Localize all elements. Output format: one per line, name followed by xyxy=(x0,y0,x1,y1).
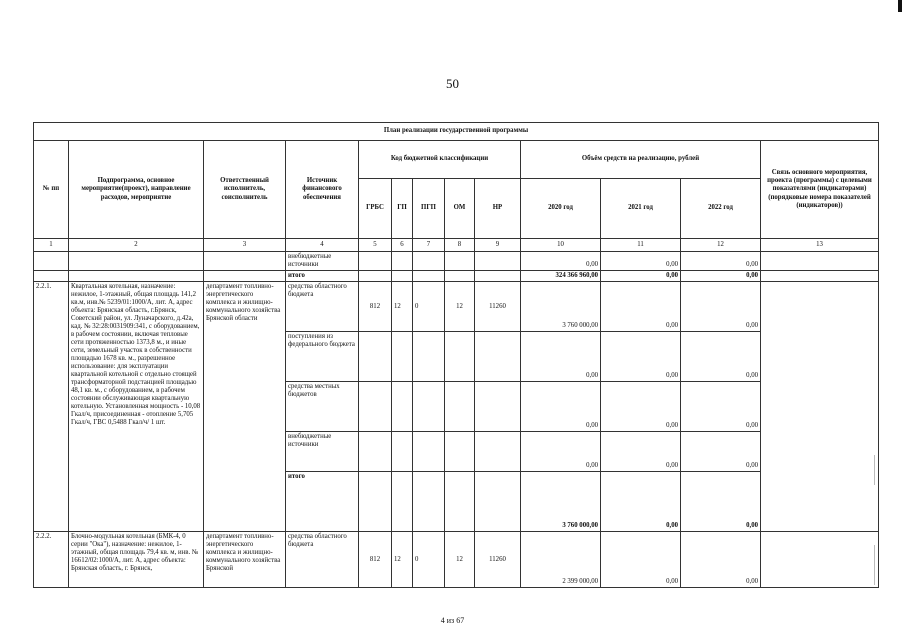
scan-artifact-mark xyxy=(898,0,902,12)
header-event-name: Подпрограмма, основное мероприятие(проект), направление расходов, мероприятие xyxy=(69,141,204,239)
column-number: 11 xyxy=(601,239,681,252)
page-number: 50 xyxy=(446,76,459,91)
funding-source: средства областного бюджета xyxy=(286,282,359,332)
header-pgp: ПГП xyxy=(413,179,445,239)
header-amount: Объём средств на реализацию, рублей xyxy=(521,141,761,179)
amount-2020: 0,00 xyxy=(521,382,601,432)
funding-source: поступления из федерального бюджета xyxy=(286,332,359,382)
header-om: ОМ xyxy=(445,179,475,239)
column-number: 8 xyxy=(445,239,475,252)
amount-2021: 0,00 xyxy=(601,282,681,332)
code-nr: 11260 xyxy=(475,282,521,332)
header-year-2021: 2021 год xyxy=(601,179,681,239)
column-number: 5 xyxy=(359,239,392,252)
page-footer: 4 из 67 xyxy=(440,616,465,625)
amount-2021: 0,00 xyxy=(601,382,681,432)
amount-2022: 0,00 xyxy=(681,382,761,432)
header-grbs: ГРБС xyxy=(359,179,392,239)
amount-2021: 0,00 xyxy=(601,271,681,282)
amount-2020: 324 366 960,00 xyxy=(521,271,601,282)
code-grbs: 812 xyxy=(359,532,392,588)
code-gp: 12 xyxy=(392,282,413,332)
amount-2022: 0,00 xyxy=(681,472,761,532)
header-indicator-link: Связь основного мероприятия, проекта (программы) с целевыми показателями (индикаторами) (порядковые номера показателей (индикаторов)) xyxy=(761,141,879,239)
column-number: 3 xyxy=(204,239,286,252)
funding-source: внебюджетные источники xyxy=(286,432,359,472)
code-om: 12 xyxy=(445,532,475,588)
amount-2021: 0,00 xyxy=(601,532,681,588)
funding-source: внебюджетные источники xyxy=(286,252,359,271)
header-gp: ГП xyxy=(392,179,413,239)
column-number: 4 xyxy=(286,239,359,252)
column-number: 9 xyxy=(475,239,521,252)
table-row xyxy=(34,271,879,282)
table-row xyxy=(34,252,879,271)
amount-2020: 0,00 xyxy=(521,432,601,472)
amount-2022: 0,00 xyxy=(681,332,761,382)
item-number: 2.2.1. xyxy=(34,282,69,532)
amount-2022: 0,00 xyxy=(681,252,761,271)
amount-2020: 0,00 xyxy=(521,332,601,382)
table-title: План реализации государственной программы xyxy=(34,123,879,141)
amount-2022: 0,00 xyxy=(681,282,761,332)
funding-source: средства местных бюджетов xyxy=(286,382,359,432)
item-responsible: департамент топливно-энергетического комплекса и жилищно-коммунального хозяйства Брянской области xyxy=(204,282,286,532)
column-number: 6 xyxy=(392,239,413,252)
table-row xyxy=(34,282,879,332)
amount-2021: 0,00 xyxy=(601,252,681,271)
amount-2020: 0,00 xyxy=(521,252,601,271)
item-description: Квартальная котельная, назначение: нежилое, 1-этажный, общая площадь 141,2 кв.м, инв.№ 5239/01:1000/А, лит. А, адрес объекта: Брянская область, г.Брянск, Советский район, ул. Луначарского, д.42а, кад. № 32:28:0031909:341, с оборудованием, в рабочем состоянии, включая тепловые сети протяженностью 1373,8 м., и иные сети, земельный участок в собственности площадью 1678 кв. м., разрешенное использование: для эксплуатации квартальной котельной с отдельно стоящей трансформаторной подстанцией площадью 48,1 кв. м., с оборудованием, в рабочем состоянии обслуживающая квартальную котельную. Установленная мощность - 10,08 Гкал/ч, присоединенная - отопление 5,705 Гкал/ч, ГВС 0,5488 Гкал/ч/ 1 шт. xyxy=(69,282,204,532)
header-responsible: Ответственный исполнитель, соисполнитель xyxy=(204,141,286,239)
amount-2021: 0,00 xyxy=(601,432,681,472)
column-number: 2 xyxy=(69,239,204,252)
code-om: 12 xyxy=(445,282,475,332)
amount-2020: 2 399 000,00 xyxy=(521,532,601,588)
amount-2021: 0,00 xyxy=(601,472,681,532)
column-number-row xyxy=(34,239,879,252)
column-number: 1 xyxy=(34,239,69,252)
amount-2022: 0,00 xyxy=(681,432,761,472)
column-number: 13 xyxy=(761,239,879,252)
header-year-2022: 2022 год xyxy=(681,179,761,239)
amount-2022: 0,00 xyxy=(681,271,761,282)
header-year-2020: 2020 год xyxy=(521,179,601,239)
code-gp: 12 xyxy=(392,532,413,588)
item-description: Блочно-модульная котельная (БМК-4, 0 серии "Ока"), назначение: нежилое, 1-этажный, общая площадь 79,4 кв. м, инв. № 16612/02:1000/А, лит. А, адрес объекта: Брянская область, г. Брянск, xyxy=(69,532,204,588)
header-budget-code: Код бюджетной классификации xyxy=(359,141,521,179)
code-pgp: 0 xyxy=(413,282,445,332)
funding-source-total: итого xyxy=(286,271,359,282)
amount-2022: 0,00 xyxy=(681,532,761,588)
header-number: № пп xyxy=(34,141,69,239)
header-funding-source: Источник финансового обеспечения xyxy=(286,141,359,239)
code-pgp: 0 xyxy=(413,532,445,588)
amount-2020: 3 760 000,00 xyxy=(521,472,601,532)
amount-2020: 3 760 000,00 xyxy=(521,282,601,332)
column-number: 10 xyxy=(521,239,601,252)
column-number: 12 xyxy=(681,239,761,252)
code-nr: 11260 xyxy=(475,532,521,588)
funding-source-total: итого xyxy=(286,472,359,532)
item-number: 2.2.2. xyxy=(34,532,69,588)
amount-2021: 0,00 xyxy=(601,332,681,382)
program-plan-table xyxy=(33,122,879,588)
header-nr: НР xyxy=(475,179,521,239)
column-number: 7 xyxy=(413,239,445,252)
item-responsible: департамент топливно-энергетического комплекса и жилищно-коммунального хозяйства Брянской xyxy=(204,532,286,588)
funding-source: средства областного бюджета xyxy=(286,532,359,588)
code-grbs: 812 xyxy=(359,282,392,332)
table-row xyxy=(34,532,879,588)
